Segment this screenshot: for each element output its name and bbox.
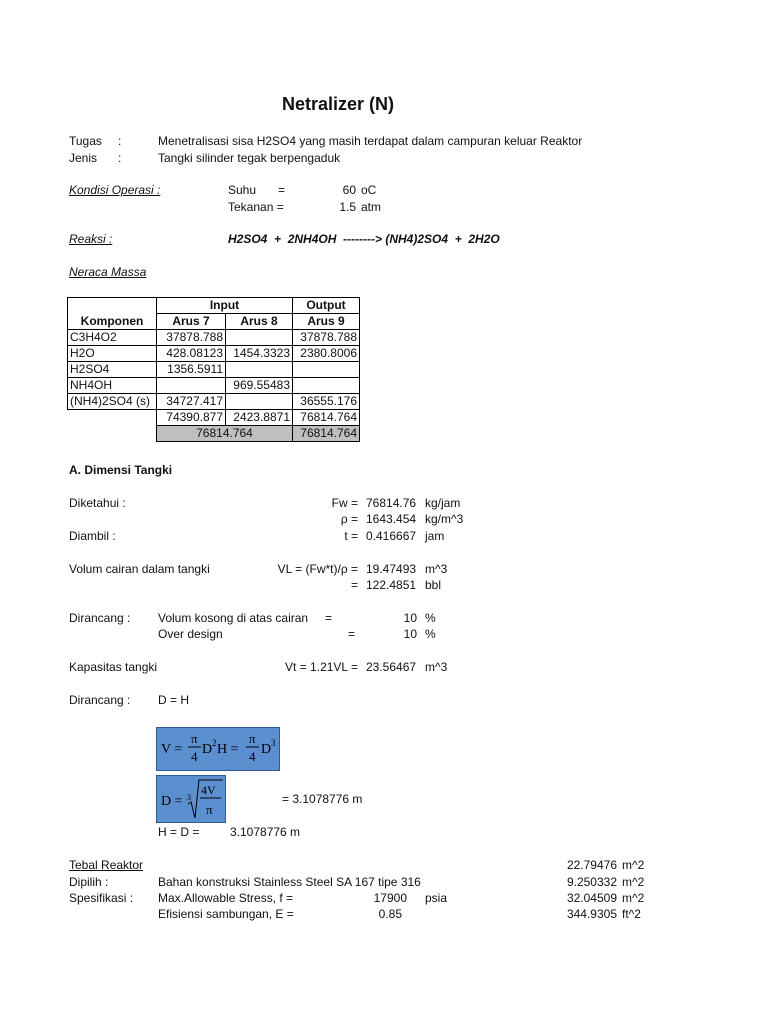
svg-text:3: 3 — [271, 738, 276, 748]
vl-value-bbl: 122.4851 — [366, 578, 417, 592]
rho-unit: kg/m^3 — [425, 512, 464, 526]
table-row — [68, 346, 360, 362]
jenis-colon: : — [118, 151, 122, 165]
stress-unit: psia — [425, 891, 448, 905]
header-input: Input — [157, 298, 293, 314]
svg-text:4: 4 — [249, 749, 256, 764]
header-arus-7: Arus 7 — [157, 314, 226, 330]
row-arus-7: 1356.5911 — [157, 362, 226, 378]
dirancang-label-2: Dirancang : — [69, 693, 131, 707]
header-arus-9: Arus 9 — [293, 314, 360, 330]
suhu-eq: = — [278, 183, 286, 197]
volume-formula-image — [156, 727, 280, 771]
jenis-value: Tangki silinder tegak berpengaduk — [158, 151, 341, 165]
tekanan-unit: atm — [361, 200, 382, 214]
suhu-label: Suhu — [228, 183, 257, 197]
vl-value: 19.47493 — [366, 562, 417, 576]
vl-unit-bbl: bbl — [425, 578, 442, 592]
header-komponen: Komponen — [68, 314, 157, 330]
jenis-label: Jenis — [69, 151, 98, 165]
row-name: C3H4O2 — [68, 330, 157, 346]
vl-label: VL = (Fw*t)/ρ = — [277, 562, 358, 576]
t-unit: jam — [425, 529, 445, 543]
h-d-label: H = D = — [158, 825, 200, 839]
reaksi-equation: H2SO4 + 2NH4OH --------> (NH4)2SO4 + 2H2O — [228, 232, 500, 246]
fw-unit: kg/jam — [425, 496, 461, 510]
h-d-unit: m — [290, 825, 300, 839]
vt-value: 23.56467 — [366, 660, 417, 674]
row-arus-9: 37878.788 — [293, 330, 360, 346]
subtotal-row — [68, 410, 360, 426]
volum-kosong-unit: % — [425, 611, 436, 625]
tugas-value: Menetralisasi sisa H2SO4 yang masih terdapat dalam campuran keluar Reaktor — [158, 134, 583, 148]
volum-kosong-label: Volum kosong di atas cairan — [158, 611, 309, 625]
table-row — [68, 378, 360, 394]
kondisi-operasi-label: Kondisi Operasi : — [69, 183, 161, 197]
efisiensi-value: 0.85 — [378, 907, 402, 921]
stress-value: 17900 — [373, 891, 407, 905]
total-output: 76814.764 — [293, 426, 360, 442]
table-row — [68, 362, 360, 378]
vl-unit: m^3 — [425, 562, 448, 576]
stress-label: Max.Allowable Stress, f = — [158, 891, 294, 905]
area-value-2: 9.250332 — [566, 875, 617, 889]
svg-text:4: 4 — [191, 749, 198, 764]
svg-text:D: D — [261, 742, 272, 757]
row-arus-8: 1454.3323 — [226, 346, 293, 362]
suhu-unit: oC — [361, 183, 377, 197]
table-row — [68, 330, 360, 346]
over-design-eq: = — [348, 627, 356, 641]
area-unit-2: m^2 — [622, 875, 645, 889]
header-output: Output — [293, 298, 360, 314]
table-corner — [68, 298, 157, 314]
total-input: 76814.764 — [157, 426, 293, 442]
tugas-label: Tugas — [69, 134, 102, 148]
row-name: H2SO4 — [68, 362, 157, 378]
kapasitas-label: Kapasitas tangki — [69, 660, 158, 674]
vl-eq2: = — [350, 578, 358, 592]
svg-text:4V: 4V — [201, 783, 216, 797]
suhu-value: 60 — [342, 183, 356, 197]
row-arus-8 — [226, 330, 293, 346]
over-design-label: Over design — [158, 627, 223, 641]
volum-kosong-eq: = — [325, 611, 333, 625]
svg-text:2: 2 — [212, 738, 217, 748]
dipilih-value: Bahan konstruksi Stainless Steel SA 167 tipe 316 — [158, 875, 421, 889]
dirancang-label: Dirancang : — [69, 611, 131, 625]
row-name: (NH4)2SO4 (s) — [68, 394, 157, 410]
reaksi-label: Reaksi : — [69, 232, 113, 246]
t-value: 0.416667 — [366, 529, 417, 543]
total-row — [68, 426, 360, 442]
volum-kosong-value: 10 — [403, 611, 417, 625]
row-arus-8 — [226, 394, 293, 410]
total-blank — [68, 426, 157, 442]
area-unit-4: ft^2 — [622, 907, 641, 921]
neraca-massa-label: Neraca Massa — [69, 265, 147, 279]
diameter-formula-svg — [157, 776, 225, 822]
efisiensi-label: Efisiensi sambungan, E = — [158, 907, 294, 921]
svg-text:V =: V = — [161, 742, 183, 757]
fw-value: 76814.76 — [366, 496, 417, 510]
page-title: Netralizer (N) — [282, 94, 395, 114]
rho-label: ρ = — [340, 512, 358, 526]
row-name: H2O — [68, 346, 157, 362]
row-arus-8 — [226, 362, 293, 378]
svg-text:D: D — [202, 742, 213, 757]
subtotal-arus-8: 2423.8871 — [226, 410, 293, 426]
tugas-colon: : — [118, 134, 122, 148]
vt-unit: m^3 — [425, 660, 448, 674]
volum-cairan-label: Volum cairan dalam tangki — [69, 562, 210, 576]
diketahui-label: Diketahui : — [69, 496, 126, 510]
neraca-massa-table — [67, 297, 360, 442]
volume-formula-svg — [157, 728, 279, 770]
row-arus-7: 428.08123 — [157, 346, 226, 362]
d-equals-h: D = H — [158, 693, 190, 707]
table-row — [68, 394, 360, 410]
row-arus-8: 969.55483 — [226, 378, 293, 394]
svg-text:3: 3 — [187, 793, 191, 802]
svg-text:π: π — [191, 731, 198, 746]
row-arus-9 — [293, 362, 360, 378]
svg-text:H =: H = — [217, 742, 239, 757]
tebal-reaktor-heading: Tebal Reaktor — [69, 858, 144, 872]
svg-text:π: π — [206, 802, 213, 817]
tekanan-value: 1.5 — [339, 200, 356, 214]
diameter-formula-image — [156, 775, 226, 823]
row-arus-7: 37878.788 — [157, 330, 226, 346]
spesifikasi-label: Spesifikasi : — [69, 891, 134, 905]
row-arus-9 — [293, 378, 360, 394]
diambil-label: Diambil : — [69, 529, 116, 543]
header-arus-8: Arus 8 — [226, 314, 293, 330]
vt-label: Vt = 1.21VL = — [285, 660, 358, 674]
subtotal-blank — [68, 410, 157, 426]
row-arus-7 — [157, 378, 226, 394]
svg-text:π: π — [249, 731, 256, 746]
h-d-value: 3.1078776 — [230, 825, 287, 839]
tekanan-label: Tekanan = — [228, 200, 284, 214]
row-name: NH4OH — [68, 378, 157, 394]
subtotal-arus-7: 74390.877 — [157, 410, 226, 426]
row-arus-9: 36555.176 — [293, 394, 360, 410]
area-value-1: 22.79476 — [566, 858, 617, 872]
row-arus-9: 2380.8006 — [293, 346, 360, 362]
d-result: = 3.1078776 m — [282, 792, 363, 806]
area-value-3: 32.04509 — [566, 891, 617, 905]
over-design-unit: % — [425, 627, 436, 641]
over-design-value: 10 — [403, 627, 417, 641]
t-label: t = — [344, 529, 358, 543]
subtotal-arus-9: 76814.764 — [293, 410, 360, 426]
dipilih-label: Dipilih : — [69, 875, 109, 889]
area-unit-3: m^2 — [622, 891, 645, 905]
area-unit-1: m^2 — [622, 858, 645, 872]
rho-value: 1643.454 — [366, 512, 417, 526]
fw-label: Fw = — [331, 496, 358, 510]
row-arus-7: 34727.417 — [157, 394, 226, 410]
dimensi-heading: A. Dimensi Tangki — [69, 463, 173, 477]
svg-text:D =: D = — [161, 794, 183, 809]
area-value-4: 344.9305 — [566, 907, 617, 921]
